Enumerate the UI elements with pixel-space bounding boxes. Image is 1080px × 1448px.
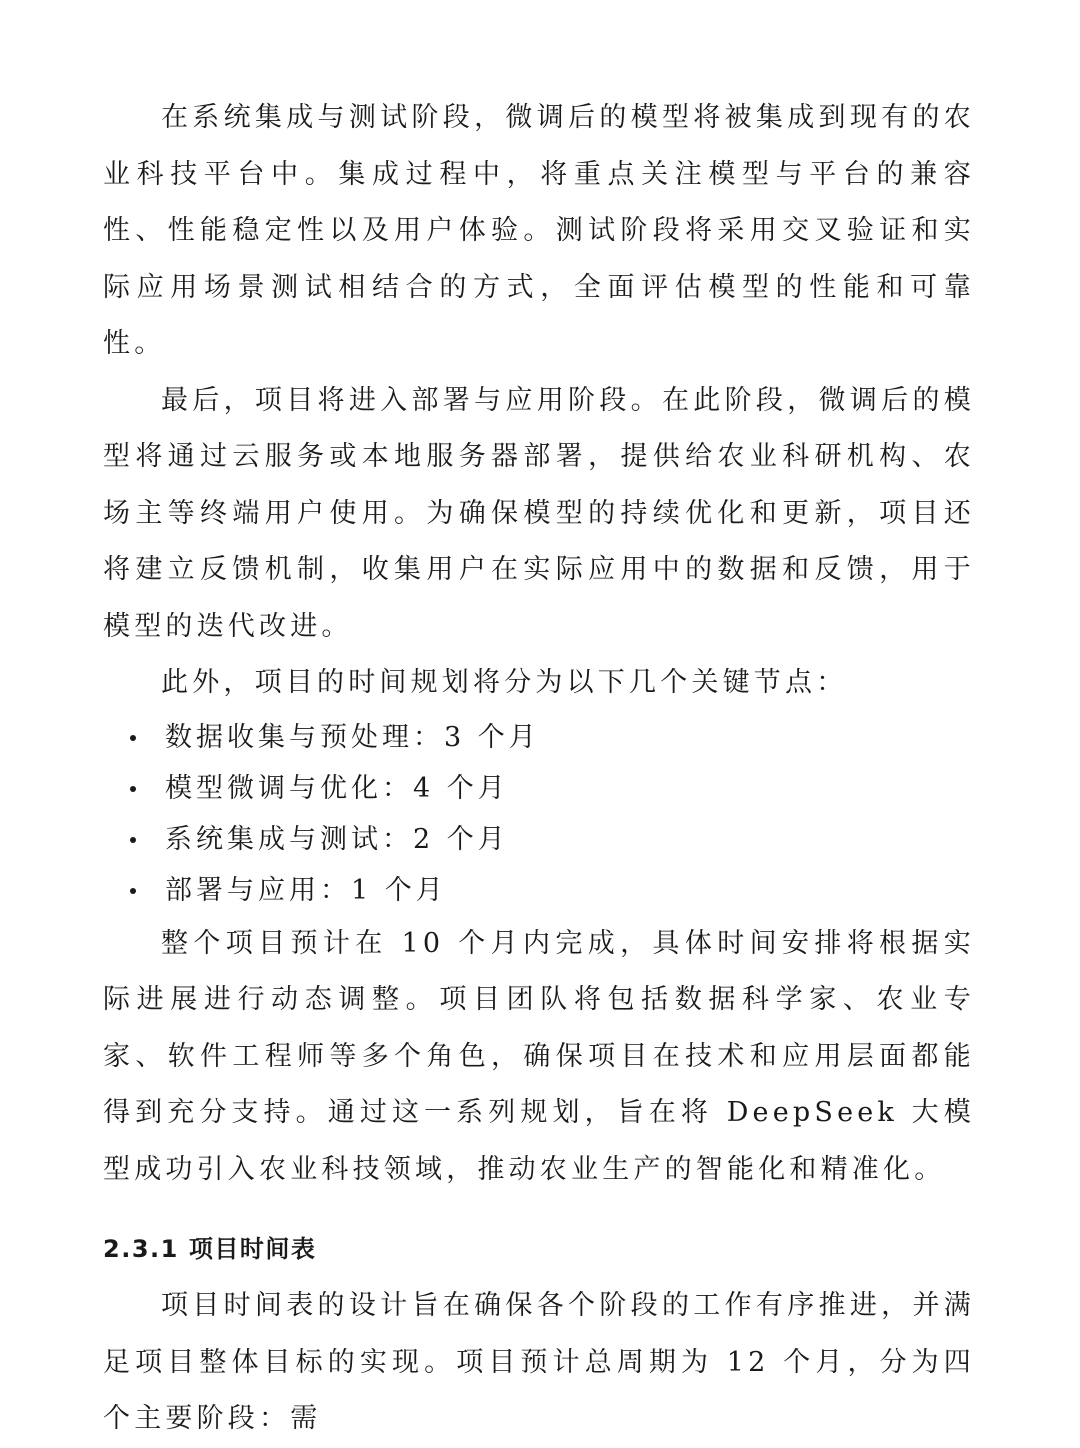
paragraph-timeline-intro: 此外，项目的时间规划将分为以下几个关键节点： [161,667,848,698]
list-item [103,712,975,763]
section-number: 2.3.1 [103,1235,179,1263]
list-item-text: 模型微调与优化：4 个月 [165,772,509,804]
list-item-text: 系统集成与测试：2 个月 [165,823,509,855]
paragraph-deployment: 最后，项目将进入部署与应用阶段。在此阶段，微调后的模型将通过云服务或本地服务器部署，提供给农业科研机构、农场主等终端用户使用。为确保模型的持续优化和更新，项目还将建立反馈机制，收集用户在实际应用中的数据和反馈，用于模型的迭代改进。 [103,384,975,642]
paragraph-timeline-design: 项目时间表的设计旨在确保各个阶段的工作有序推进，并满足项目整体目标的实现。项目预计总周期为 12 个月，分为四个主要阶段：需 [103,1290,975,1434]
document-page [103,90,975,1448]
paragraph-system-integration: 在系统集成与测试阶段，微调后的模型将被集成到现有的农业科技平台中。集成过程中，将重点关注模型与平台的兼容性、性能稳定性以及用户体验。测试阶段将采用交叉验证和实际应用场景测试相结合的方式，全面评估模型的性能和可靠性。 [103,102,975,359]
list-item [103,865,975,916]
list-item [103,814,975,865]
list-item-text: 数据收集与预处理：3 个月 [165,721,540,753]
timeline-milestone-list [103,712,975,916]
bullet-icon [130,888,136,894]
bullet-icon [130,837,136,843]
list-item-text: 部署与应用：1 个月 [165,874,447,906]
bullet-icon [130,735,136,741]
section-heading [103,1226,975,1272]
list-item [103,763,975,814]
bullet-icon [130,786,136,792]
paragraph-project-summary: 整个项目预计在 10 个月内完成，具体时间安排将根据实际进展进行动态调整。项目团队将包括数据科学家、农业专家、软件工程师等多个角色，确保项目在技术和应用层面都能得到充分支持。通过这一系列规划，旨在将 DeepSeek 大模型成功引入农业科技领域，推动农业生产的智能化和精准化。 [103,927,975,1185]
section-title: 项目时间表 [188,1235,317,1263]
